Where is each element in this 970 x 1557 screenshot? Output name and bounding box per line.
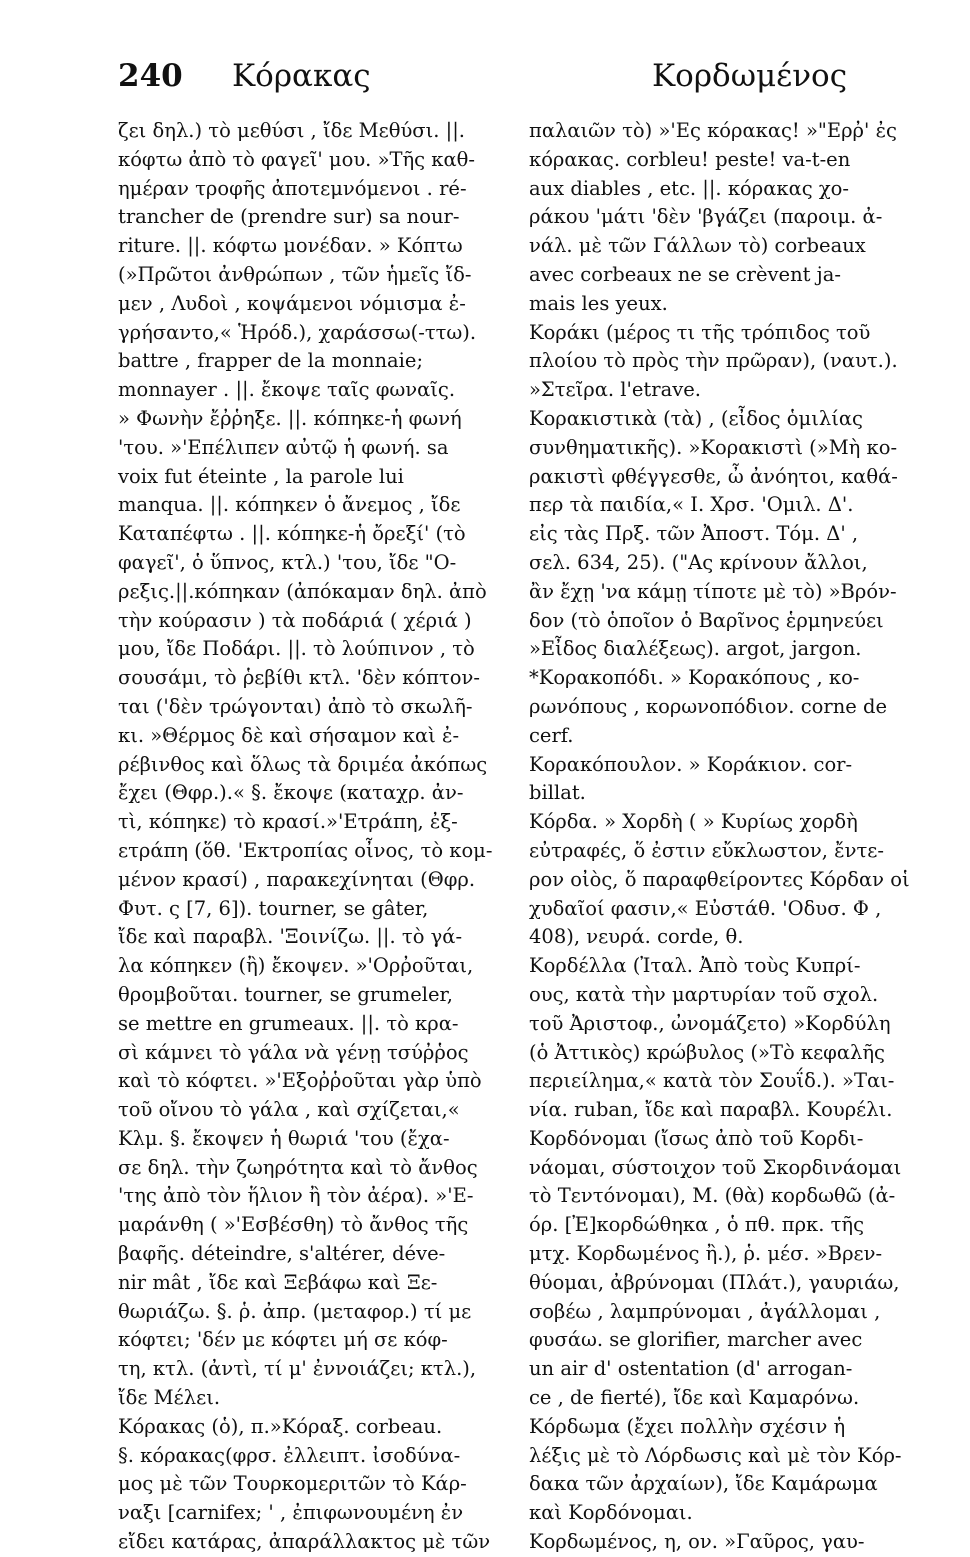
entry-line: Κορδόνομαι (ἴσως ἀπὸ τοῦ Κορδι- — [529, 1126, 864, 1150]
entry-line: un air d' ostentation (d' arrogan- — [529, 1357, 853, 1381]
entry-line: ους, κατὰ τὴν μαρτυρίαν τοῦ σχολ. — [529, 982, 879, 1006]
entry-line: *Κορακοπόδι. » Κορακόπους , κο- — [529, 666, 860, 690]
entry-line: παλαιῶν τὸ) »'Ες κόρακας! »"Ερῤ' ἐς — [529, 119, 897, 142]
entry-line: νάλ. μὲ τῶν Γάλλων τὸ) corbeaux — [529, 234, 866, 258]
entry-line: καὶ τὸ κόφτει. »'Εξοῤῥοῦται γὰρ ὑπὸ — [118, 1069, 482, 1093]
entry-line: (»Πρῶτοι ἀνθρώπων , τῶν ἡμεῖς ἴδ- — [118, 262, 472, 286]
entry-line: πλοίου τὸ πρὸς τὴν πρῶραν), (ναυτ.). — [529, 349, 898, 373]
entry-line: ἔχει (Θφρ.).« §. ἔκοψε (καταχρ. ἀν- — [118, 781, 464, 805]
entry-line: εἰς τὰς Πρξ. τῶν Ἀποστ. Τόμ. Δ' , — [529, 522, 859, 546]
entry-line: θρομβοῦται. tourner, se grumeler, — [118, 982, 453, 1006]
entry-line: λα κόπηκεν (ἢ) ἔκοψεν. »'Ορῤοῦται, — [118, 954, 474, 978]
entry-line: Κορακόπουλον. » Κοράκιον. cor- — [529, 752, 853, 776]
entry-line: σουσάμι, τὸ ῥεβίθι κτλ. 'δὲν κόπτον- — [118, 666, 480, 690]
entry-line: »Εἶδος διαλέξεως). argot, jargon. — [529, 637, 862, 661]
entry-line: λέξις μὲ τὸ Λόρδωσις καὶ μὲ τὸν Κόρ- — [529, 1443, 902, 1467]
entry-line: ἴδε καὶ παραβλ. 'Ξοινίζω. ||. τὸ γά- — [118, 925, 463, 949]
entry-line: manqua. ||. κόπηκεν ὁ ἄνεμος , ἴδε — [118, 493, 461, 517]
entry-line: θωριάζω. §. ῥ. ἀπρ. (μεταφορ.) τί με — [118, 1299, 472, 1323]
entry-line: Κλμ. §. ἔκοψεν ἡ θωριά 'του (ἔχα- — [118, 1126, 450, 1150]
entry-line: όρ. [Ἐ]κορδώθηκα , ὁ πθ. πρκ. τῆς — [529, 1213, 865, 1237]
entry-line: »Στεῖρα. l'etrave. — [529, 378, 701, 402]
entry-line: ετράπη (ὅθ. 'Εκτροπίας οἶνος, τὸ κομ- — [118, 838, 493, 862]
entry-line: se mettre en grumeaux. ||. τὸ κρα- — [118, 1011, 459, 1035]
entry-line: ημέραν τροφῆς ἀποτεμνόμενοι . ré- — [118, 176, 467, 200]
entry-line: monnayer . ||. ἔκοψε ταῖς φωναῖς. — [118, 378, 456, 402]
entry-line: φυσάω. se glorifier, marcher avec — [529, 1328, 863, 1352]
entry-line: δον (τὸ ὁποῖον ὁ Βαρῖνος ἑρμηνεύει — [529, 608, 884, 632]
entry-line: χυδαῖοί φασιν,« Εὐστάθ. 'Οδυσ. Φ , — [529, 896, 882, 920]
entry-line: μος μὲ τῶν Τουρκομεριτῶν τὸ Κάρ- — [118, 1472, 467, 1496]
entry-line: τοῦ Ἀριστοφ., ὠνομάζετο) »Κορδύλη — [529, 1011, 891, 1035]
entry-line: mais les yeux. — [529, 291, 668, 315]
entry-line: καὶ Κορδόνομαι. — [529, 1501, 693, 1525]
entry-line: περιείλημα,« κατὰ τὸν Σουΐδ.). »Ται- — [529, 1069, 895, 1093]
entry-line: ce , de fierté), ἴδε καὶ Καμαρόνω. — [529, 1386, 860, 1410]
entry-line: ρον οἰὸς, ὅ παραφθείροντες Κόρδαν οἱ — [529, 867, 910, 891]
entry-line: εἴδει κατάρας, ἀπαράλλακτος μὲ τῶν — [118, 1530, 491, 1554]
entry-line: ἴδε Μέλει. — [118, 1386, 221, 1410]
entry-line: τη, κτλ. (ἀντὶ, τί μ' ἐννοιάζει; κτλ.), — [118, 1357, 477, 1381]
entry-line: nir mât , ἴδε καὶ Ξεβάφω καὶ Ξε- — [118, 1270, 438, 1294]
entry-line: τὸ Τεντόνομαι), Μ. (θὰ) κορδωθῶ (ἀ- — [529, 1184, 896, 1208]
entry-line: γρήσαντο,« Ἡρόδ.), χαράσσω(-ττω). — [118, 320, 477, 344]
entry-line: συνθηματικῆς). »Κορακιστὶ (»Μὴ κο- — [529, 435, 898, 459]
entry-line: βαφῆς. déteindre, s'altérer, déve- — [118, 1242, 446, 1266]
entry-line: trancher de (prendre sur) sa nour- — [118, 205, 460, 229]
entry-line: Κορδέλλα (Ἰταλ. Ἀπὸ τοὺς Κυπρί- — [529, 954, 861, 978]
entry-line: μου, ἴδε Ποδάρι. ||. τὸ λούπινον , τὸ — [118, 637, 475, 661]
entry-line: ρωνόπους , κορωνοπόδιον. corne de — [529, 694, 888, 718]
entry-line: τὶ, κόπηκε) τὸ κρασί.»'Ετράπη, ἐξ- — [118, 810, 458, 834]
entry-line: §. κόρακας(φρσ. ἐλλειπτ. ἰσοδύνα- — [118, 1443, 461, 1467]
entry-line: τοῦ οἴνου τὸ γάλα , καὶ σχίζεται,« — [118, 1098, 460, 1122]
entry-line: 'του. »'Επέλιπεν αὐτῷ ἡ φωνή. sa — [118, 435, 449, 459]
entry-line: ἂν ἔχῃ 'να κάμῃ τίποτε μὲ τὸ) »Βρόν- — [529, 579, 897, 603]
entry-line: ρέβινθος καὶ ὅλως τὰ δριμέα ἀκόπως — [118, 752, 488, 776]
entry-line: ρακιστὶ φθέγγεσθε, ὦ ἀνόητοι, καθά- — [529, 464, 898, 488]
entry-line: σοβέω , λαμπρύνομαι , ἀγάλλομαι , — [529, 1299, 881, 1323]
entry-line: κόρακας. corbleu! peste! va-t-en — [529, 147, 851, 171]
entry-line: σελ. 634, 25). ("Ας κρίνουν ἄλλοι, — [529, 550, 868, 574]
entry-line: μένον κρασί) , παρακεχίνηται (Θφρ. — [118, 867, 476, 891]
entry-line: δακα τῶν ἀρχαίων), ἴδε Καμάρωμα — [529, 1472, 878, 1496]
entry-line: μτχ. Κορδωμένος ἢ.), ῥ. μέσ. »Βρεν- — [529, 1242, 883, 1266]
entry-line: ναξι [carnifex; ' , ἐπιφωνουμένη ἐν — [118, 1501, 464, 1525]
entry-line: 408), νευρά. corde, θ. — [529, 925, 744, 949]
entry-line: Κόρδα. » Χορδὴ ( » Κυρίως χορδὴ — [529, 810, 858, 834]
entry-line: μεν , Λυδοὶ , κοψάμενοι νόμισμα ἐ- — [118, 291, 466, 315]
left-column — [118, 117, 514, 1557]
entry-line: νάομαι, σύστοιχον τοῦ Σκορδινάομαι — [529, 1155, 902, 1179]
entry-line: σε δηλ. τὴν ζωηρότητα καὶ τὸ ἄνθος — [118, 1155, 478, 1179]
running-head-left: Κόρακας — [232, 58, 371, 94]
entry-line: κόφτω ἀπὸ τὸ φαγεῖ' μου. »Τῆς καθ- — [118, 147, 475, 171]
entry-line: Φυτ. ς [7, 6]). tourner, se gâter, — [118, 896, 429, 920]
entry-line: Κορακιστικὰ (τὰ) , (εἶδος ὁμιλίας — [529, 406, 863, 430]
entry-line: aux diables , etc. ||. κόρακας χο- — [529, 176, 849, 200]
entry-line: battre , frapper de la monnaie; — [118, 349, 424, 373]
entry-line: θύομαι, ἀβρύνομαι (Πλάτ.), γαυριάω, — [529, 1270, 900, 1294]
entry-line: σὶ κάμνει τὸ γάλα νὰ γένῃ τσύῤῥος — [118, 1040, 469, 1064]
entry-line: κι. »Θέρμος δὲ καὶ σήσαμον καὶ ἐ- — [118, 723, 460, 747]
right-column — [529, 117, 937, 1557]
entry-line: φαγεῖ', ὁ ὕπνος, κτλ.) 'του, ἴδε "Ο- — [118, 550, 457, 574]
running-head-right: Κορδωμένος — [652, 58, 848, 94]
entry-line: ζει δηλ.) τὸ μεθύσι , ἴδε Μεθύσι. ||. — [118, 119, 465, 142]
entry-line: Κόρακας (ὁ), π.»Κόραξ. corbeau. — [118, 1414, 443, 1438]
entry-line: billat. — [529, 781, 586, 805]
entry-line: περ τὰ παιδία,« Ι. Χρσ. 'Ομιλ. Δ'. — [529, 493, 854, 517]
entry-line: Καταπέφτω . ||. κόπηκε-ἡ ὄρεξί' (τὸ — [118, 522, 466, 546]
entry-line: Κοράκι (μέρος τι τῆς τρόπιδος τοῦ — [529, 320, 871, 344]
entry-line: νία. ruban, ἴδε καὶ παραβλ. Κουρέλι. — [529, 1098, 893, 1122]
entry-line: κόφτει; 'δέν με κόφτει μή σε κόφ- — [118, 1328, 448, 1352]
entry-line: εὐτραφές, ὅ ἐστιν εὔκλωστον, ἔντε- — [529, 838, 884, 862]
entry-line: τὴν κούρασιν ) τὰ ποδάριά ( χέριά ) — [118, 608, 472, 632]
entry-line: ράκου 'μάτι 'δὲν 'βγάζει (παροιμ. ἀ- — [529, 205, 883, 229]
entry-line: Κορδωμένος, η, ον. »Γαῦρος, γαυ- — [529, 1530, 865, 1554]
entry-line: Κόρδωμα (ἔχει πολλὴν σχέσιν ἡ — [529, 1414, 846, 1438]
entry-line: 'της ἀπὸ τὸν ἥλιον ἢ τὸν ἀέρα). »'Ε- — [118, 1184, 474, 1208]
entry-line: cerf. — [529, 723, 574, 747]
entry-line: avec corbeaux ne se crèvent ja- — [529, 262, 841, 286]
entry-line: (ὁ Ἀττικὸς) κρώβυλος (»Τὸ κεφαλῆς — [529, 1040, 885, 1064]
entry-line: voix fut éteinte , la parole lui — [118, 464, 404, 488]
entry-line: ται ('δὲν τρώγονται) ἀπὸ τὸ σκωλῆ- — [118, 694, 473, 718]
entry-line: » Φωνὴν ἔῤῥηξε. ||. κόπηκε-ἡ φωνή — [118, 406, 462, 430]
entry-line: riture. ||. κόφτω μονέδαν. » Κόπτω — [118, 234, 463, 258]
page-number: 240 — [118, 58, 183, 94]
entry-line: ρεξις.||.κόπηκαν (ἀπόκαμαν δηλ. ἀπὸ — [118, 579, 487, 603]
entry-line: μαράνθη ( »'Εσβέσθη) τὸ ἄνθος τῆς — [118, 1213, 469, 1237]
